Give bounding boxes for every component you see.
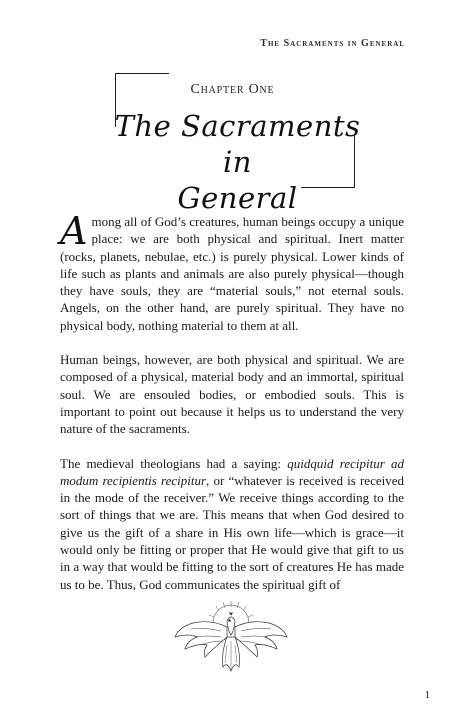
body-text [60, 209, 404, 610]
drop-cap: A [60, 209, 88, 253]
paragraph-2: Human beings, however, are both physical and spiritual. We are composed of a physical, material body and an immortal, spiritual soul. We are ensouled bodies, or embodied souls. This is important to point out because it helps us to understand the very nature of the sacraments. [60, 352, 404, 437]
paragraph-1 [60, 209, 404, 334]
paragraph-3 [60, 455, 404, 593]
chapter-title-line-1: The Sacraments in [114, 109, 361, 179]
chapter-title [110, 108, 365, 216]
latin-quote: quidquid recipitur ad modum recipientis recipitur [60, 455, 404, 488]
paragraph-3-intro: The medieval theologians had a saying: [60, 455, 288, 471]
chapter-number: Chapter One [190, 82, 275, 97]
holy-spirit-dove-icon [171, 601, 291, 677]
paragraph-1-text: mong all of God’s creatures, human beings occupy a unique place: we are both physical and spiritual. Inert matter (rocks, planets, nebulae, etc.) is purely physical. Lower kinds of life such as plants and animals are also purely physical—though they have souls, they are “material souls,” not eternal souls. Angels, on the other hand, are purely spiritual. They have no physical body, nothing material to them at all. [60, 214, 404, 333]
chapter-title-line-2: General [177, 181, 298, 215]
frame-corner-top-left [115, 73, 169, 74]
page-number: 1 [424, 689, 430, 701]
paragraph-3-text: , or “whatever is received is received in the mode of the receiver.” We receive things according to the sort of things that we are. This means that when God desired to give us the gift of a share in His own life—which is grace—it would only be fitting or proper that He would give that gift to us in a way that would be fitting to the sort of creatures He has made us to be. Thus, God communicates the spiritual gift of [60, 472, 404, 592]
running-head: The Sacraments in General [260, 38, 405, 49]
